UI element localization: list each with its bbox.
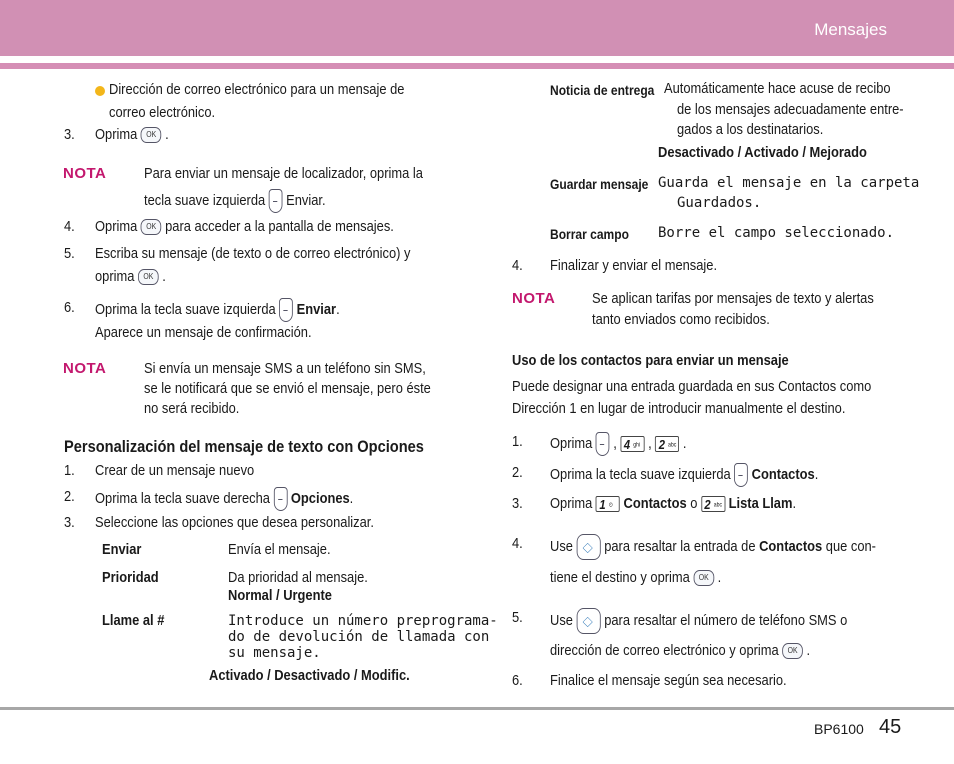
left-soft-key-icon <box>734 463 748 487</box>
key-1-icon: 1 ⊙ <box>596 496 620 512</box>
step-number: 3. <box>64 514 75 531</box>
contacts-step-6: Finalice el mensaje según sea necesario. <box>550 672 787 689</box>
step-number: 2. <box>64 488 75 505</box>
step-number: 3. <box>64 126 75 143</box>
option-desc-cont: de los mensajes adecuadamente entre- <box>677 101 904 118</box>
model-name: BP6100 <box>814 721 864 737</box>
section-heading: Personalización del mensaje de texto con Opciones <box>64 437 424 456</box>
ok-key-icon: OK <box>782 643 803 659</box>
step-4: Finalizar y enviar el mensaje. <box>550 257 718 274</box>
nota-label: NOTA <box>63 360 107 377</box>
contacts-step-4-cont: tiene el destino y oprima OK . <box>550 569 722 586</box>
intro-text: Puede designar una entrada guardada en sus Contactos como <box>512 378 872 395</box>
step-6-cont: Aparece un mensaje de confirmación. <box>95 324 312 341</box>
contacts-step-3: Oprima 1 ⊙ Contactos o 2 abc Lista Llam. <box>550 495 797 513</box>
step-number: 3. <box>512 495 523 512</box>
contacts-step-2: Oprima la tecla suave izquierda Contactos. <box>550 463 818 487</box>
options-step-2: Oprima la tecla suave derecha Opciones. <box>95 487 353 511</box>
option-desc: Da prioridad al mensaje. <box>228 569 368 586</box>
ok-key-icon: OK <box>693 570 714 586</box>
bullet-dot <box>95 86 105 96</box>
nota-text: Se aplican tarifas por mensajes de texto y alertas <box>592 290 874 307</box>
option-desc-cont: do de devolución de llamada con <box>228 629 490 645</box>
nota-text-cont: tecla suave izquierda Enviar. <box>144 189 326 213</box>
page-header-bar <box>0 0 954 56</box>
option-name: Borrar campo <box>550 226 629 242</box>
bullet-text: Dirección de correo electrónico para un mensaje de <box>109 81 405 98</box>
key-2-icon: 2 abc <box>701 496 725 512</box>
intro-text-cont: Dirección 1 en lugar de introducir manualmente el destino. <box>512 400 846 417</box>
option-desc: Automáticamente hace acuse de recibo <box>664 80 891 97</box>
ok-key-icon: OK <box>141 219 162 235</box>
contacts-step-4: Use ︿ ﹀ para resaltar la entrada de Contactos que con- <box>550 534 876 560</box>
option-desc: Guarda el mensaje en la carpeta <box>658 175 920 191</box>
ok-key-icon: OK <box>141 127 162 143</box>
option-desc: Introduce un número preprograma- <box>228 613 498 629</box>
bullet-text-cont: correo electrónico. <box>109 104 216 121</box>
option-values: Normal / Urgente <box>228 587 332 604</box>
left-soft-key-icon <box>279 298 293 322</box>
step-6: Oprima la tecla suave izquierda Enviar. <box>95 298 340 322</box>
nota-label: NOTA <box>63 165 107 182</box>
step-number: 5. <box>64 245 75 262</box>
step-number: 2. <box>512 464 523 481</box>
contacts-step-5-cont: dirección de correo electrónico y oprima OK . <box>550 642 811 659</box>
footer-rule <box>0 707 954 710</box>
step-number: 4. <box>64 218 75 235</box>
option-name: Noticia de entrega <box>550 82 655 98</box>
step-number: 5. <box>512 609 523 626</box>
ok-key-icon: OK <box>138 269 159 285</box>
step-number: 4. <box>512 257 523 274</box>
nav-up-down-key-icon <box>577 534 601 560</box>
step-3: Oprima OK . <box>95 126 169 143</box>
options-step-1: Crear de un mensaje nuevo <box>95 462 255 479</box>
option-name: Llame al # <box>102 612 165 629</box>
step-5: Escriba su mensaje (de texto o de correo electrónico) y <box>95 245 411 262</box>
left-soft-key-icon <box>269 189 283 213</box>
nota-text-cont: se le notificará que se envió el mensaje, pero éste <box>144 380 431 397</box>
nota-label: NOTA <box>512 290 556 307</box>
step-number: 6. <box>512 672 523 689</box>
page-number: 45 <box>879 716 902 738</box>
contacts-step-5: Use ︿ ﹀ para resaltar el número de teléfono SMS o <box>550 608 847 634</box>
right-soft-key-icon <box>274 487 288 511</box>
step-number: 6. <box>64 299 75 316</box>
nota-text-cont: no será recibido. <box>144 400 240 417</box>
option-desc-cont: Guardados. <box>677 195 762 211</box>
option-desc-cont: gados a los destinatarios. <box>677 121 824 138</box>
option-name: Prioridad <box>102 569 159 586</box>
step-4: Oprima OK para acceder a la pantalla de mensajes. <box>95 218 394 235</box>
key-2-icon: 2 abc <box>655 436 679 452</box>
option-values: Activado / Desactivado / Modific. <box>209 667 410 684</box>
step-number: 1. <box>64 462 75 479</box>
nota-text: Para enviar un mensaje de localizador, oprima la <box>144 165 423 182</box>
section-heading: Uso de los contactos para enviar un mensaje <box>512 352 789 369</box>
step-number: 4. <box>512 535 523 552</box>
step-5-cont: oprima OK . <box>95 268 166 285</box>
contacts-step-1: Oprima , 4 ghi , 2 abc . <box>550 432 687 456</box>
option-desc: Envía el mensaje. <box>228 541 331 558</box>
step-number: 1. <box>512 433 523 450</box>
option-desc: Borre el campo seleccionado. <box>658 225 895 241</box>
options-step-3: Seleccione las opciones que desea personalizar. <box>95 514 374 531</box>
option-name: Enviar <box>102 541 142 558</box>
key-4-icon: 4 ghi <box>620 436 644 452</box>
nav-up-down-key-icon <box>577 608 601 634</box>
option-desc-cont: su mensaje. <box>228 645 321 661</box>
header-stripe <box>0 63 954 69</box>
nota-text: Si envía un mensaje SMS a un teléfono sin SMS, <box>144 360 426 377</box>
option-values: Desactivado / Activado / Mejorado <box>658 144 867 161</box>
section-title: Mensajes <box>814 20 887 39</box>
nota-text-cont: tanto enviados como recibidos. <box>592 311 770 328</box>
option-name: Guardar mensaje <box>550 176 649 192</box>
left-soft-key-icon <box>596 432 610 456</box>
